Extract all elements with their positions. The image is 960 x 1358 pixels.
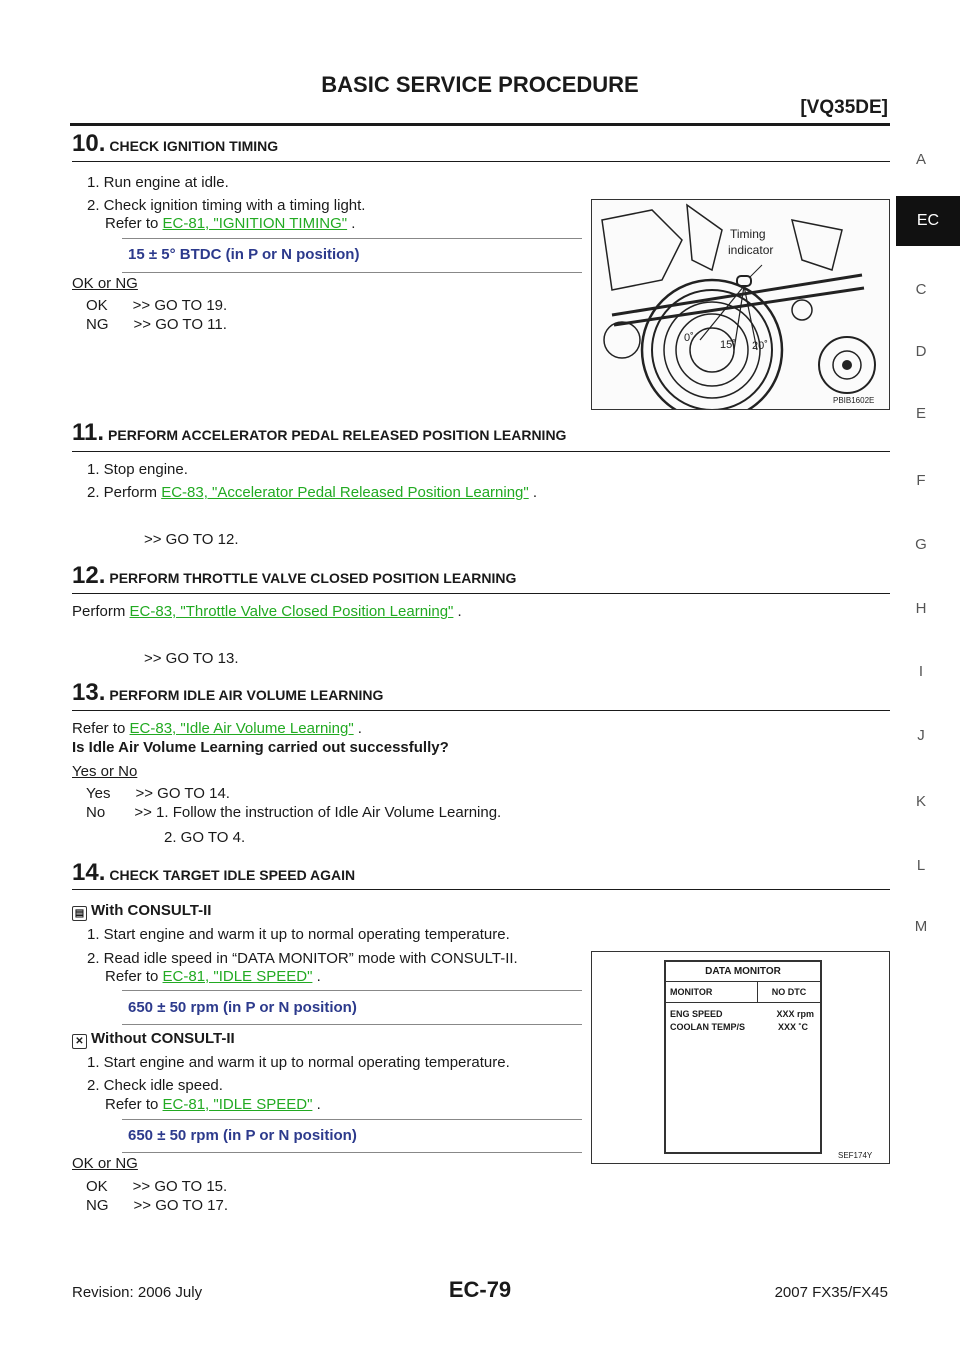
step-10-line-2: 2. Check ignition timing with a timing light. bbox=[87, 197, 366, 214]
nodtc-label: NO DTC bbox=[771, 987, 807, 997]
data-monitor-figure bbox=[591, 951, 890, 1164]
step-10-spec: 15 ± 5° BTDC (in P or N position) bbox=[128, 246, 360, 263]
step-13-no-2: 2. GO TO 4. bbox=[164, 829, 246, 846]
step-10-heading: 10. CHECK IGNITION TIMING bbox=[72, 130, 279, 157]
step-14-w2: 2. Read idle speed in “DATA MONITOR” mode with CONSULT-II. bbox=[87, 950, 518, 967]
tab-M[interactable]: M bbox=[914, 918, 928, 935]
step-10-okng: OK or NG bbox=[72, 275, 138, 292]
timing-label-1: Timing bbox=[730, 227, 766, 241]
step-11-rule bbox=[72, 451, 890, 452]
step-11-go: >> GO TO 12. bbox=[144, 531, 239, 548]
link-throttle-valve-learning[interactable]: EC-83, "Throttle Valve Closed Position Learning" bbox=[129, 603, 454, 620]
step-13-heading: 13. PERFORM IDLE AIR VOLUME LEARNING bbox=[72, 679, 384, 706]
link-idle-speed-2[interactable]: EC-81, "IDLE SPEED" bbox=[162, 1096, 313, 1113]
step-13-no: No >> 1. Follow the instruction of Idle Air Volume Learning. bbox=[86, 804, 502, 821]
step-14-o1: 1. Start engine and warm it up to normal operating temperature. bbox=[87, 1054, 510, 1071]
footer-revision: Revision: 2006 July bbox=[72, 1284, 203, 1301]
tab-E[interactable]: E bbox=[915, 405, 926, 422]
mark-0: 0˚ bbox=[684, 332, 694, 344]
tab-K[interactable]: K bbox=[915, 793, 926, 810]
step-11-line-1: 1. Stop engine. bbox=[87, 461, 188, 478]
timing-figure bbox=[591, 199, 890, 410]
tab-D[interactable]: D bbox=[915, 343, 927, 360]
figure-code-1: PBIB1602E bbox=[833, 396, 875, 405]
tab-G[interactable]: G bbox=[915, 536, 927, 553]
monitor-label: MONITOR bbox=[666, 982, 758, 1002]
link-idle-air-volume-learning[interactable]: EC-83, "Idle Air Volume Learning" bbox=[129, 720, 354, 737]
step-12-rule bbox=[72, 593, 890, 594]
mark-20: 20˚ bbox=[752, 340, 768, 352]
step-11-line-2: 2. Perform EC-83, "Accelerator Pedal Released Position Learning" . bbox=[87, 484, 538, 501]
step-14-ng: NG >> GO TO 17. bbox=[86, 1197, 229, 1214]
step-14-ok: OK >> GO TO 15. bbox=[86, 1178, 228, 1195]
step-13-line-1: Refer to EC-83, "Idle Air Volume Learning" . bbox=[72, 720, 362, 737]
step-10-ng: NG >> GO TO 11. bbox=[86, 316, 227, 333]
step-14-spec-1: 650 ± 50 rpm (in P or N position) bbox=[128, 999, 357, 1016]
with-consult-heading: ▤ With CONSULT-II bbox=[72, 902, 211, 921]
monitor-title: DATA MONITOR bbox=[666, 962, 820, 982]
step-12-go: >> GO TO 13. bbox=[144, 650, 239, 667]
tab-I[interactable]: I bbox=[918, 663, 924, 680]
link-ignition-timing[interactable]: EC-81, "IGNITION TIMING" bbox=[162, 215, 348, 232]
mark-15: 15˚ bbox=[720, 339, 736, 351]
engine-model: [VQ35DE] bbox=[800, 97, 888, 118]
step-14-o2: 2. Check idle speed. bbox=[87, 1077, 223, 1094]
engine-pulley-illustration bbox=[592, 200, 889, 409]
timing-label-2: indicator bbox=[728, 243, 774, 257]
monitor-row-1: ENG SPEED XXX rpm bbox=[670, 1009, 814, 1019]
step-10-ok: OK >> GO TO 19. bbox=[86, 297, 228, 314]
step-12-heading: 12. PERFORM THROTTLE VALVE CLOSED POSITION LEARNING bbox=[72, 562, 517, 589]
no-tools-icon: ✕ bbox=[72, 1034, 87, 1049]
without-consult-heading: ✕ Without CONSULT-II bbox=[72, 1030, 235, 1049]
header-rule bbox=[70, 123, 890, 126]
step-14-heading: 14. CHECK TARGET IDLE SPEED AGAIN bbox=[72, 859, 356, 886]
step-14-spec-2: 650 ± 50 rpm (in P or N position) bbox=[128, 1127, 357, 1144]
monitor-screen bbox=[664, 960, 822, 1154]
step-10-ref: Refer to EC-81, "IGNITION TIMING" . bbox=[105, 215, 356, 232]
footer-page-number: EC-79 bbox=[448, 1277, 512, 1302]
tab-A[interactable]: A bbox=[915, 151, 926, 168]
tab-C[interactable]: C bbox=[915, 281, 927, 298]
step-14-w1: 1. Start engine and warm it up to normal operating temperature. bbox=[87, 926, 510, 943]
monitor-row-2: COOLAN TEMP/S XXX ˚C bbox=[670, 1022, 808, 1032]
step-14-o2-ref: Refer to EC-81, "IDLE SPEED" . bbox=[105, 1096, 321, 1113]
step-12-line-1: Perform EC-83, "Throttle Valve Closed Position Learning" . bbox=[72, 603, 462, 620]
step-13-rule bbox=[72, 710, 890, 711]
page-title: BASIC SERVICE PROCEDURE bbox=[321, 72, 639, 97]
step-14-okng: OK or NG bbox=[72, 1155, 138, 1172]
step-10-rule bbox=[72, 161, 890, 162]
step-13-yesno: Yes or No bbox=[72, 763, 138, 780]
step-11-heading: 11. PERFORM ACCELERATOR PEDAL RELEASED POSITION LEARNING bbox=[72, 419, 567, 446]
tab-EC-active[interactable]: EC bbox=[896, 196, 960, 246]
step-10-line-1: 1. Run engine at idle. bbox=[87, 174, 229, 191]
step-13-yes: Yes >> GO TO 14. bbox=[86, 785, 230, 802]
tab-L[interactable]: L bbox=[916, 857, 926, 874]
step-14-rule bbox=[72, 889, 890, 890]
figure-code-2: SEF174Y bbox=[838, 1151, 873, 1160]
tab-F[interactable]: F bbox=[916, 472, 926, 489]
link-accel-pedal-learning[interactable]: EC-83, "Accelerator Pedal Released Position Learning" bbox=[161, 484, 529, 501]
step-14-w2-ref: Refer to EC-81, "IDLE SPEED" . bbox=[105, 968, 321, 985]
consult-tester-icon: ▤ bbox=[72, 906, 87, 921]
tab-H[interactable]: H bbox=[915, 600, 927, 617]
step-13-question: Is Idle Air Volume Learning carried out successfully? bbox=[72, 739, 449, 756]
link-idle-speed-1[interactable]: EC-81, "IDLE SPEED" bbox=[162, 968, 313, 985]
footer-model: 2007 FX35/FX45 bbox=[774, 1284, 888, 1301]
tab-J[interactable]: J bbox=[917, 727, 925, 744]
monitor-header-row bbox=[666, 982, 820, 1003]
